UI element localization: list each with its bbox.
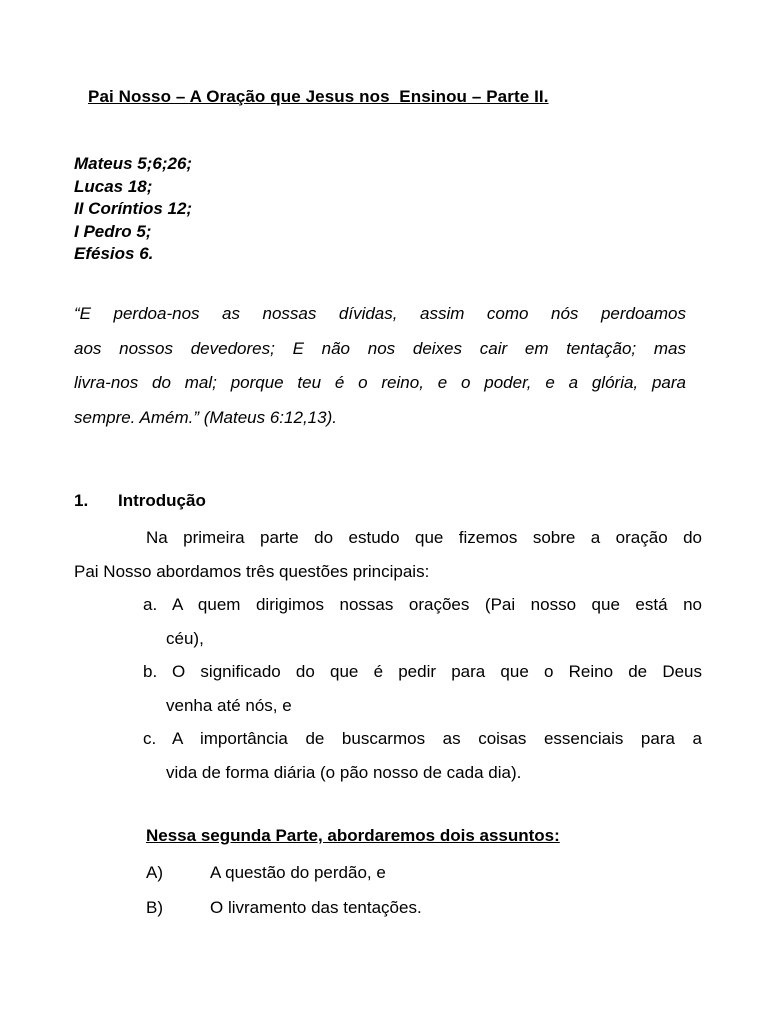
reference-item: Mateus 5;6;26; xyxy=(74,154,193,173)
topic-item xyxy=(146,890,422,925)
topic-text: A questão do perdão, e xyxy=(210,863,386,882)
list-marker: c. xyxy=(143,729,157,748)
scripture-references xyxy=(74,153,192,266)
list-marker: a. xyxy=(143,595,158,614)
quote-line: “E perdoa-nos as nossas dívidas, assim como nós perdoamos xyxy=(74,304,686,323)
topic-text: O livramento das tentações. xyxy=(210,898,422,917)
document-title: Pai Nosso – A Oração que Jesus nos Ensinou – Parte II. xyxy=(88,87,549,106)
second-part-topics xyxy=(146,855,422,925)
quote-line: livra-nos do mal; porque teu é o reino, e o poder, e a glória, para xyxy=(74,373,686,392)
bible-quote xyxy=(74,297,686,435)
list-item-text: venha até nós, e xyxy=(166,695,292,715)
section-heading xyxy=(74,491,206,511)
reference-item: Lucas 18; xyxy=(74,176,153,196)
list-item-text: céu), xyxy=(166,628,204,648)
list-item-text: A importância de buscarmos as coisas essenciais para a xyxy=(172,729,702,748)
topic-marker: B) xyxy=(146,898,163,917)
paragraph-line: Na primeira parte do estudo que fizemos sobre a oração do xyxy=(146,528,702,547)
reference-item: II Coríntios 12; xyxy=(74,199,193,219)
quote-line: sempre. Amém.” (Mateus 6:12,13). xyxy=(74,407,337,427)
topic-item xyxy=(146,855,422,890)
list-item-text: O significado do que é pedir para que o Reino de Deus xyxy=(172,662,702,681)
quote-line: aos nossos devedores; E não nos deixes cair em tentação; mas xyxy=(74,338,686,358)
second-part-heading: Nessa segunda Parte, abordaremos dois assuntos: xyxy=(146,826,560,845)
list-marker: b. xyxy=(143,662,158,681)
section-heading-text: Introdução xyxy=(118,491,206,510)
intro-paragraph xyxy=(74,521,702,589)
list-item xyxy=(143,588,702,655)
paragraph-line: Pai Nosso abordamos três questões principais: xyxy=(74,562,430,581)
section-number: 1. xyxy=(74,491,89,510)
list-item xyxy=(143,655,702,722)
list-item-text: vida de forma diária (o pão nosso de cada dia). xyxy=(166,762,522,782)
reference-item: Efésios 6. xyxy=(74,244,154,264)
reference-item: I Pedro 5; xyxy=(74,221,152,241)
topic-marker: A) xyxy=(146,863,163,882)
topics-list xyxy=(143,588,702,789)
list-item xyxy=(143,722,702,789)
list-item-text: A quem dirigimos nossas orações (Pai nosso que está no xyxy=(172,595,702,614)
